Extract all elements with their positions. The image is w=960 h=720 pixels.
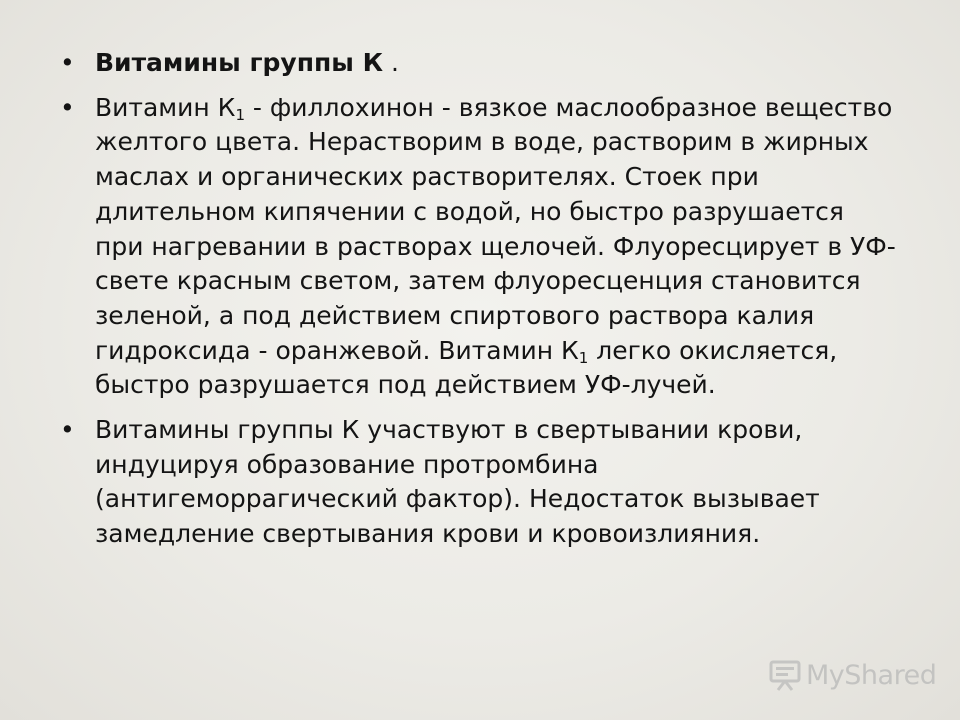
paragraph-text-part3: легко окисляется, быстро разрушается под действием УФ-лучей. xyxy=(95,335,838,400)
bullet-item-vitamin-k1 xyxy=(60,91,900,403)
bullet-dot: • xyxy=(60,92,75,122)
bullet-item-heading xyxy=(60,46,900,81)
subscript-2: 1 xyxy=(578,348,589,367)
heading-trailing: . xyxy=(383,48,399,77)
bullet-dot: • xyxy=(60,48,75,77)
paragraph-text-part1: Витамин К xyxy=(95,92,236,122)
heading-text: Витамины группы К xyxy=(95,48,384,77)
paragraph-text: Витамины группы К участвуют в свертывании крови, индуцируя образование протромбина (антигеморрагический фактор). Недостаток вызывает замедление свертывания крови и кровоизлияния. xyxy=(95,415,820,549)
watermark-text: MyShared xyxy=(806,659,937,691)
bullet-dot: • xyxy=(60,415,75,445)
paragraph-text-part2: - филлохинон - вязкое маслообразное вещество желтого цвета. Нерастворим в воде, растворим в жирных маслах и органических растворителях. Стоек при длительном кипячении с водой, но быстро разрушается при нагревании в растворах щелочей. Флуоресцирует в УФ-свете красным светом, затем флуоресценция становится зеленой, а под действием спиртового раствора калия гидроксида - оранжевой. Витамин К xyxy=(95,92,896,365)
presentation-board-icon xyxy=(768,658,802,692)
bullet-list xyxy=(60,46,900,562)
bullet-item-blood-clotting xyxy=(60,413,900,552)
subscript-1: 1 xyxy=(235,105,245,124)
myshared-watermark xyxy=(768,655,936,695)
